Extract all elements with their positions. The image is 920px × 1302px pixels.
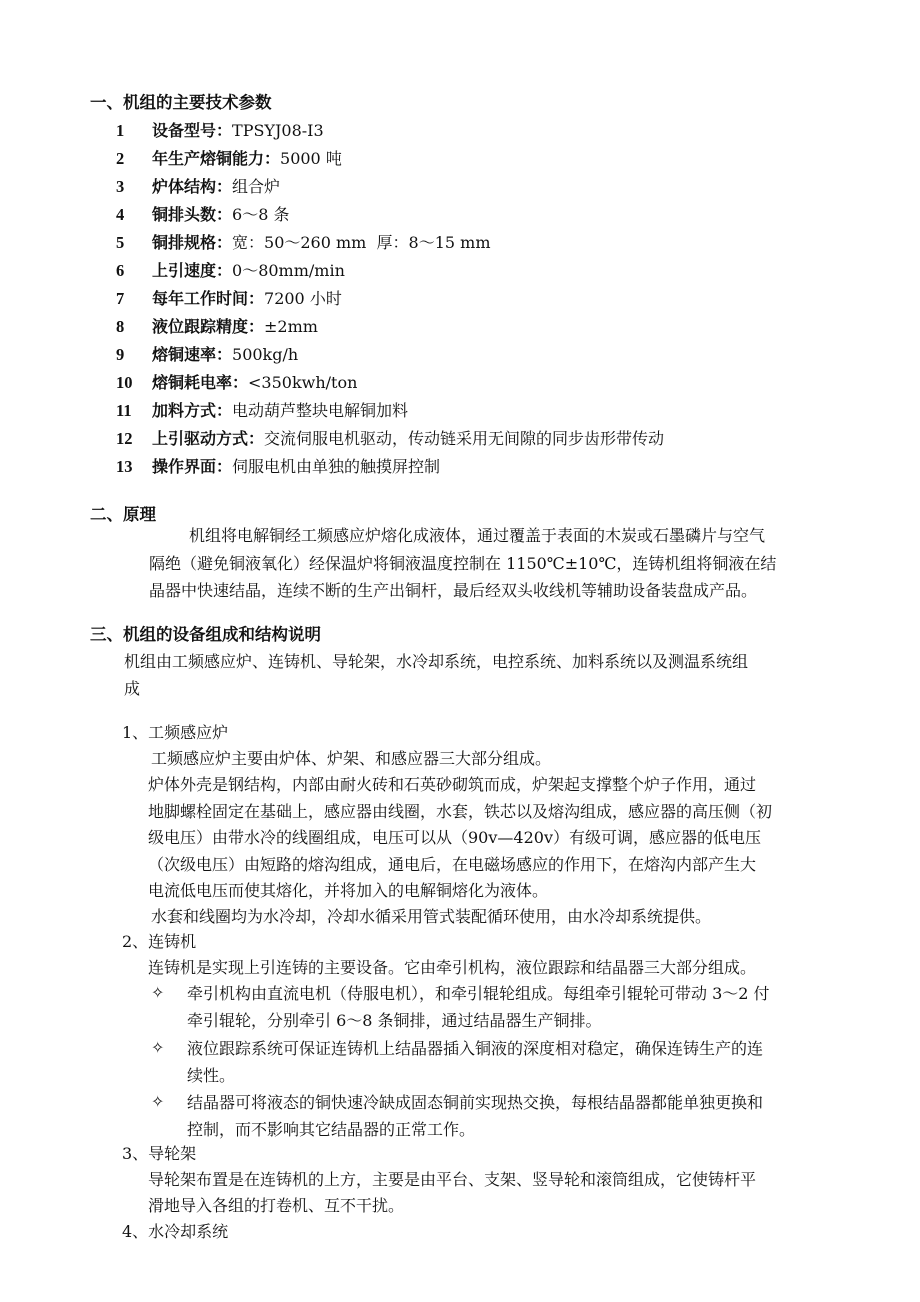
param-value: 伺服电机由单独的触摸屏控制 bbox=[232, 457, 441, 476]
param-value: 宽：50～260 mm 厚：8～15 mm bbox=[232, 233, 491, 252]
bullet-diamond-icon: ✧ bbox=[151, 1092, 165, 1111]
param-value: ±2mm bbox=[264, 317, 318, 336]
section-1-title: 一、机组的主要技术参数 bbox=[90, 93, 272, 112]
principle-line: 晶器中快速结晶，连续不断的生产出铜杆，最后经双头收线机等辅助设备装盘成产品。 bbox=[149, 581, 758, 600]
param-number: 7 bbox=[116, 289, 125, 308]
param-label: 加料方式： bbox=[152, 401, 233, 420]
principle-line: 隔绝（避免铜液氧化）经保温炉将铜液温度控制在 1150℃±10℃，连铸机组将铜液在结 bbox=[149, 554, 777, 573]
param-label: 熔铜速率： bbox=[152, 345, 233, 364]
param-number: 8 bbox=[116, 317, 125, 336]
param-number: 1 bbox=[116, 121, 125, 140]
subsection-3-line: 滑地导入各组的打卷机、互不干扰。 bbox=[148, 1196, 405, 1215]
param-value: 电动葫芦整块电解铜加料 bbox=[232, 401, 409, 420]
subsection-4-title: 4、水冷却系统 bbox=[122, 1222, 229, 1241]
param-label: 操作界面： bbox=[152, 457, 233, 476]
param-number: 4 bbox=[116, 205, 125, 224]
subsection-3-title: 3、导轮架 bbox=[122, 1144, 197, 1163]
param-number: 10 bbox=[116, 373, 133, 392]
subsection-1-line: 炉体外壳是钢结构，内部由耐火砖和石英砂砌筑而成，炉架起支撑整个炉子作用，通过 bbox=[148, 775, 757, 794]
param-number: 3 bbox=[116, 177, 125, 196]
param-number: 2 bbox=[116, 149, 125, 168]
param-number: 5 bbox=[116, 233, 125, 252]
param-value: 组合炉 bbox=[232, 177, 281, 196]
section-3-title: 三、机组的设备组成和结构说明 bbox=[90, 625, 321, 644]
param-value: 5000 吨 bbox=[280, 149, 342, 168]
param-label: 设备型号： bbox=[152, 121, 233, 140]
param-label: 熔铜耗电率： bbox=[152, 373, 249, 392]
section-3-intro-line: 机组由工频感应炉、连铸机、导轮架，水冷却系统，电控系统、加料系统以及测温系统组 bbox=[124, 652, 749, 671]
param-label: 年生产熔铜能力： bbox=[152, 149, 281, 168]
param-number: 12 bbox=[116, 429, 133, 448]
subsection-2-intro: 连铸机是实现上引连铸的主要设备。它由牵引机构，液位跟踪和结晶器三大部分组成。 bbox=[148, 958, 757, 977]
subsection-1-line: 电流低电压而使其熔化，并将加入的电解铜熔化为液体。 bbox=[148, 881, 549, 900]
param-number: 6 bbox=[116, 261, 125, 280]
section-3-intro-line: 成 bbox=[124, 679, 141, 698]
principle-line: 机组将电解铜经工频感应炉熔化成液体，通过覆盖于表面的木炭或石墨磷片与空气 bbox=[189, 526, 766, 545]
param-value: 6～8 条 bbox=[232, 205, 290, 224]
subsection-1-line: 地脚螺栓固定在基础上，感应器由线圈，水套，铁芯以及熔沟组成，感应器的高压侧（初 bbox=[148, 802, 773, 821]
param-value: 500kg/h bbox=[232, 345, 299, 364]
param-label: 上引速度： bbox=[152, 261, 233, 280]
subsection-1-line: 级电压）由带水冷的线圈组成，电压可以从（90v—420v）有级可调，感应器的低电压 bbox=[148, 828, 761, 847]
subsection-2-title: 2、连铸机 bbox=[122, 932, 197, 951]
param-label: 上引驱动方式： bbox=[152, 429, 265, 448]
subsection-3-line: 导轮架布置是在连铸机的上方，主要是由平台、支架、竖导轮和滚筒组成，它使铸杆平 bbox=[148, 1170, 757, 1189]
subsection-1-title: 1、工频感应炉 bbox=[122, 723, 229, 742]
subsection-1-line: 工频感应炉主要由炉体、炉架、和感应器三大部分组成。 bbox=[151, 749, 552, 768]
bullet-diamond-icon: ✧ bbox=[151, 1038, 165, 1057]
param-value: TPSYJ08-I3 bbox=[232, 121, 324, 140]
bullet-line: 牵引辊轮，分别牵引 6～8 条铜排，通过结晶器生产铜排。 bbox=[187, 1011, 602, 1030]
bullet-line: 牵引机构由直流电机（侍服电机），和牵引辊轮组成。每组牵引辊轮可带动 3～2 付 bbox=[187, 984, 770, 1003]
bullet-line: 控制，而不影响其它结晶器的正常工作。 bbox=[187, 1120, 476, 1139]
param-label: 液位跟踪精度： bbox=[152, 317, 265, 336]
bullet-line: 液位跟踪系统可保证连铸机上结晶器插入铜液的深度相对稳定，确保连铸生产的连 bbox=[187, 1039, 764, 1058]
param-label: 每年工作时间： bbox=[152, 289, 265, 308]
bullet-line: 续性。 bbox=[187, 1066, 236, 1085]
param-value: <350kwh/ton bbox=[248, 373, 358, 392]
param-label: 铜排规格： bbox=[152, 233, 233, 252]
param-number: 11 bbox=[116, 401, 132, 420]
param-label: 铜排头数： bbox=[152, 205, 233, 224]
param-number: 13 bbox=[116, 457, 133, 476]
section-2-title: 二、原理 bbox=[90, 505, 156, 524]
param-value: 交流伺服电机驱动，传动链采用无间隙的同步齿形带传动 bbox=[264, 429, 665, 448]
param-value: 7200 小时 bbox=[264, 289, 342, 308]
param-label: 炉体结构： bbox=[152, 177, 233, 196]
param-value: 0～80mm/min bbox=[232, 261, 345, 280]
subsection-1-line: （次级电压）由短路的熔沟组成，通电后，在电磁场感应的作用下，在熔沟内部产生大 bbox=[148, 855, 757, 874]
bullet-line: 结晶器可将液态的铜快速冷缺成固态铜前实现热交换，每根结晶器都能单独更换和 bbox=[187, 1093, 764, 1112]
bullet-diamond-icon: ✧ bbox=[151, 983, 165, 1002]
subsection-1-line: 水套和线圈均为水冷却，冷却水循采用管式装配循环使用，由水冷却系统提供。 bbox=[151, 907, 712, 926]
param-number: 9 bbox=[116, 345, 125, 364]
